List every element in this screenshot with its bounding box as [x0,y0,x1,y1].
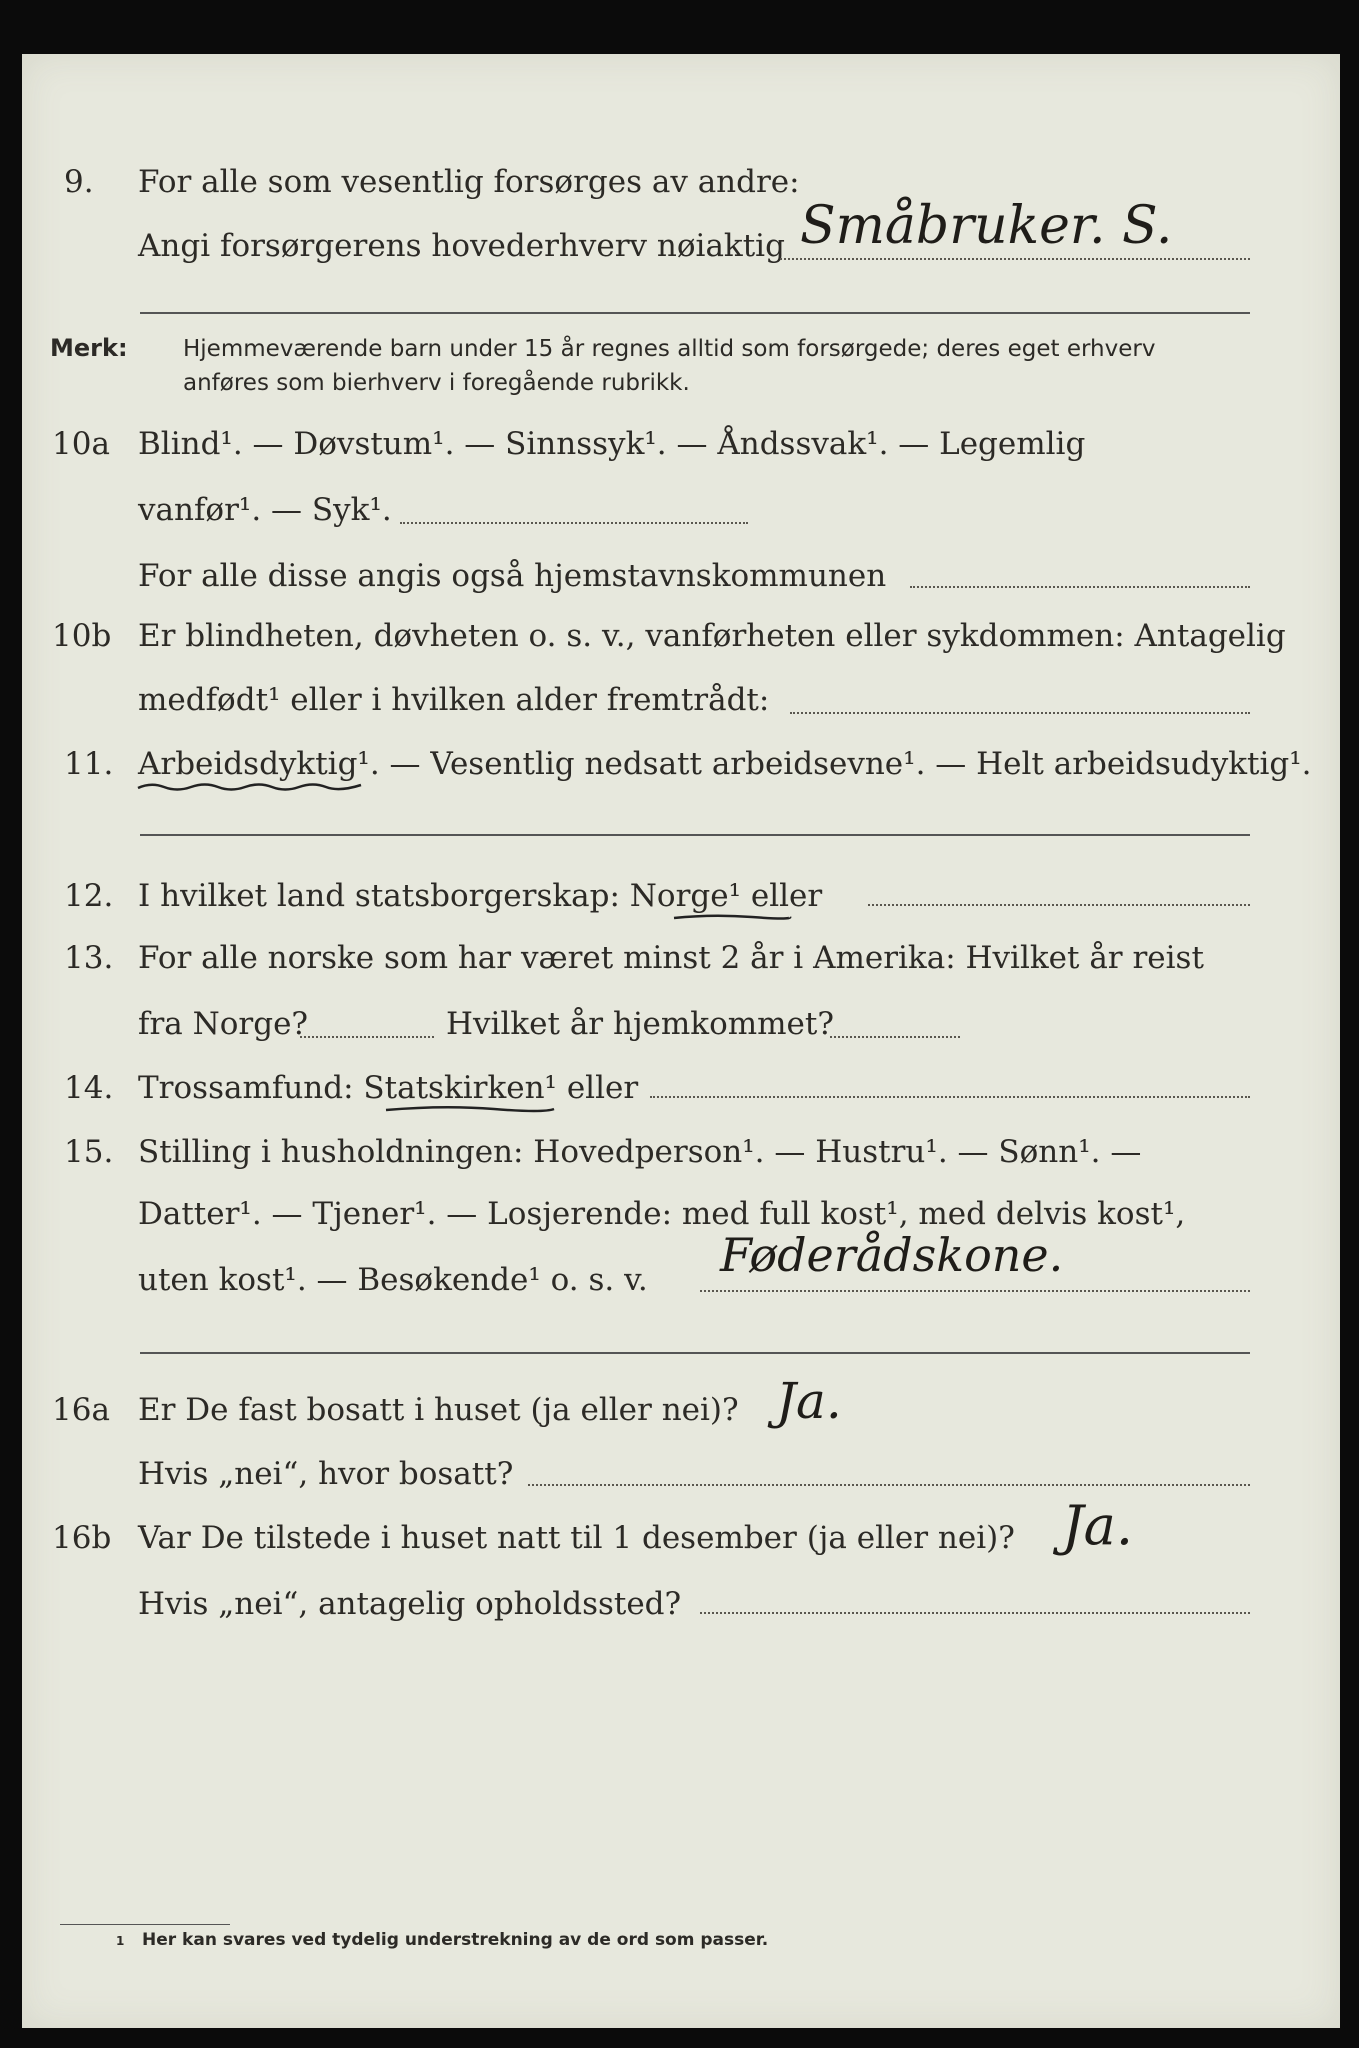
q12-line-1: I hvilket land statsborgerskap: Norge¹ eller [138,878,823,914]
q16a-bosatt-dots [528,1484,1250,1486]
q16b-opholdssted-dots [700,1612,1250,1614]
q13-line-2a: fra Norge? [138,1006,309,1042]
q16b-line-2: Hvis „nei“, antagelig opholdssted? [138,1586,682,1622]
q13-line-2b: Hvilket år hjemkommet? [446,1006,834,1042]
q15-number: 15. [64,1134,114,1170]
q15-separator [140,1352,1250,1354]
q12-handwritten-underline [672,912,792,922]
q16b-number: 16b [52,1520,112,1556]
q13-line-1: For alle norske som har været minst 2 år i Amerika: Hvilket år reist [138,940,1204,976]
q14-line-1: Trossamfund: Statskirken¹ eller [138,1070,639,1106]
q15-handwritten-answer: Føderådskone. [720,1228,1064,1282]
merk-line-1: Hjemmeværende barn under 15 år regnes alltid som forsørgede; deres eget erhverv [183,336,1156,362]
merk-line-2: anføres som bierhverv i foregående rubrikk. [183,370,690,396]
q16a-handwritten-answer: Ja. [776,1372,842,1430]
q9-handwritten-answer: Småbruker. S. [800,196,1173,256]
q12-land-dots [868,904,1250,906]
q12-number: 12. [64,878,114,914]
merk-label: Merk: [50,334,128,362]
q10a-number: 10a [52,426,110,462]
q14-trossamfund-dots [650,1096,1250,1098]
q13-hjemkommet-dots [830,1036,960,1038]
q13-number: 13. [64,940,114,976]
q9-line-2: Angi forsørgerens hovederhverv nøiaktig [138,228,785,264]
q9-separator [140,312,1250,314]
q10b-number: 10b [52,618,112,654]
q14-handwritten-underline [384,1104,556,1114]
q16b-line-1: Var De tilstede i huset natt til 1 desember (ja eller nei)? [138,1520,1015,1556]
q10b-alder-dots [790,712,1250,714]
q9-answer-dots [780,258,1250,260]
q9-line-1: For alle som vesentlig forsørges av andre: [138,164,800,200]
q10a-line-2: vanfør¹. — Syk¹. [138,492,392,528]
q9-number: 9. [64,164,94,200]
footnote-mark: 1 [116,1934,125,1948]
q13-reist-dots [300,1036,434,1038]
q16b-handwritten-answer: Ja. [1062,1494,1134,1557]
q10a-syk-dots [400,522,748,524]
q10b-line-1: Er blindheten, døvheten o. s. v., vanførheten eller sykdommen: Antagelig [138,618,1286,654]
q11-separator [140,834,1250,836]
q10a-line-1: Blind¹. — Døvstum¹. — Sinnssyk¹. — Åndssvak¹. — Legemlig [138,426,1086,462]
q10a-line-3: For alle disse angis også hjemstavnskommunen [138,558,887,594]
q11-line-1: Arbeidsdyktig¹. — Vesentlig nedsatt arbeidsevne¹. — Helt arbeidsudyktig¹. [138,746,1312,782]
q10a-kommune-dots [910,586,1250,588]
q14-number: 14. [64,1070,114,1106]
q15-line-1: Stilling i husholdningen: Hovedperson¹. — Hustru¹. — Sønn¹. — [138,1134,1142,1170]
footnote-text: Her kan svares ved tydelig understrekning av de ord som passer. [142,1930,769,1950]
q15-line-3: uten kost¹. — Besøkende¹ o. s. v. [138,1262,648,1298]
footnote-rule [60,1924,230,1925]
q15-answer-dots [700,1290,1250,1292]
q11-number: 11. [64,746,114,782]
q16a-number: 16a [52,1392,110,1428]
q16a-line-2: Hvis „nei“, hvor bosatt? [138,1456,514,1492]
q15-line-2: Datter¹. — Tjener¹. — Losjerende: med full kost¹, med delvis kost¹, [138,1196,1186,1232]
q11-handwritten-underline [136,780,366,792]
q10b-line-2: medfødt¹ eller i hvilken alder fremtrådt: [138,682,770,718]
q16a-line-1: Er De fast bosatt i huset (ja eller nei)? [138,1392,739,1428]
